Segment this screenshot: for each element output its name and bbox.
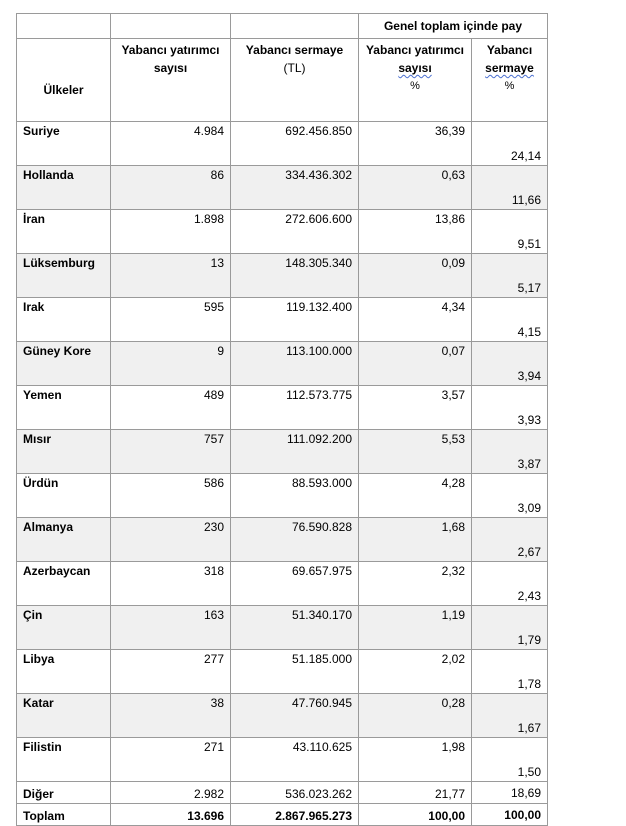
cell-investors: 489 <box>111 386 231 430</box>
cell-country: Güney Kore <box>17 342 111 386</box>
header-share-investors-line2: sayısı <box>398 61 432 75</box>
cell-share-investors: 0,28 <box>359 694 472 738</box>
cell-capital: 112.573.775 <box>231 386 359 430</box>
header-share-capital <box>472 39 548 122</box>
header-country: Ülkeler <box>17 39 111 122</box>
cell-investors: 13 <box>111 254 231 298</box>
cell-share-investors: 13,86 <box>359 210 472 254</box>
cell-share-investors: 5,53 <box>359 430 472 474</box>
cell-share-investors: 0,63 <box>359 166 472 210</box>
cell-share-capital: 11,66 <box>472 166 548 210</box>
cell-share-capital: 1,50 <box>472 738 548 782</box>
cell-investors: 2.982 <box>111 782 231 804</box>
cell-share-capital: 24,14 <box>472 122 548 166</box>
table-row <box>17 342 548 386</box>
cell-country: Mısır <box>17 430 111 474</box>
cell-share-investors: 2,32 <box>359 562 472 606</box>
header-row-group <box>17 14 548 39</box>
header-investor-count-line2: sayısı <box>153 61 188 75</box>
cell-country: Diğer <box>17 782 111 804</box>
header-investor-count <box>111 39 231 122</box>
header-share-investors <box>359 39 472 122</box>
cell-share-capital: 3,09 <box>472 474 548 518</box>
header-empty-cell <box>231 14 359 39</box>
header-share-capital-line2: sermaye <box>485 61 534 75</box>
cell-country: İran <box>17 210 111 254</box>
table-row-total <box>17 804 548 826</box>
cell-share-capital: 1,78 <box>472 650 548 694</box>
table-row <box>17 430 548 474</box>
cell-share-investors: 0,07 <box>359 342 472 386</box>
cell-investors: 163 <box>111 606 231 650</box>
cell-share-capital: 2,67 <box>472 518 548 562</box>
cell-investors: 4.984 <box>111 122 231 166</box>
cell-capital: 2.867.965.273 <box>231 804 359 826</box>
cell-investors: 595 <box>111 298 231 342</box>
table-body <box>17 122 548 782</box>
cell-country: Çin <box>17 606 111 650</box>
cell-country: Irak <box>17 298 111 342</box>
cell-share-investors: 21,77 <box>359 782 472 804</box>
cell-investors: 271 <box>111 738 231 782</box>
foreign-investors-table <box>16 13 548 826</box>
table-row <box>17 738 548 782</box>
cell-country: Almanya <box>17 518 111 562</box>
cell-investors: 277 <box>111 650 231 694</box>
header-investor-count-line1: Yabancı yatırımcı <box>121 43 220 57</box>
cell-country: Ürdün <box>17 474 111 518</box>
table-row-other <box>17 782 548 804</box>
cell-investors: 86 <box>111 166 231 210</box>
header-share-investors-unit: % <box>410 80 420 92</box>
table-row <box>17 122 548 166</box>
cell-share-capital: 9,51 <box>472 210 548 254</box>
header-share-investors-line1: Yabancı yatırımcı <box>365 43 465 57</box>
cell-share-capital: 1,79 <box>472 606 548 650</box>
header-group-share: Genel toplam içinde pay <box>359 14 548 39</box>
table-row <box>17 298 548 342</box>
cell-capital: 88.593.000 <box>231 474 359 518</box>
cell-investors: 318 <box>111 562 231 606</box>
table-row <box>17 210 548 254</box>
cell-capital: 272.606.600 <box>231 210 359 254</box>
cell-country: Lüksemburg <box>17 254 111 298</box>
cell-share-capital: 1,67 <box>472 694 548 738</box>
cell-share-capital: 18,69 <box>472 782 548 804</box>
header-share-capital-line1: Yabancı <box>486 43 533 57</box>
header-capital <box>231 39 359 122</box>
cell-share-investors: 0,09 <box>359 254 472 298</box>
cell-country: Azerbaycan <box>17 562 111 606</box>
table-row <box>17 518 548 562</box>
cell-country: Hollanda <box>17 166 111 210</box>
cell-share-capital: 3,93 <box>472 386 548 430</box>
cell-capital: 119.132.400 <box>231 298 359 342</box>
cell-country: Toplam <box>17 804 111 826</box>
cell-capital: 111.092.200 <box>231 430 359 474</box>
cell-share-capital: 5,17 <box>472 254 548 298</box>
table-row <box>17 694 548 738</box>
header-capital-line1: Yabancı sermaye <box>245 43 344 57</box>
cell-country: Libya <box>17 650 111 694</box>
cell-share-investors: 1,19 <box>359 606 472 650</box>
table-row <box>17 606 548 650</box>
cell-capital: 536.023.262 <box>231 782 359 804</box>
cell-investors: 9 <box>111 342 231 386</box>
cell-country: Katar <box>17 694 111 738</box>
cell-capital: 692.456.850 <box>231 122 359 166</box>
cell-capital: 43.110.625 <box>231 738 359 782</box>
cell-capital: 51.340.170 <box>231 606 359 650</box>
cell-capital: 76.590.828 <box>231 518 359 562</box>
cell-share-capital: 4,15 <box>472 298 548 342</box>
header-empty-cell <box>111 14 231 39</box>
cell-share-investors: 2,02 <box>359 650 472 694</box>
cell-capital: 51.185.000 <box>231 650 359 694</box>
cell-investors: 586 <box>111 474 231 518</box>
cell-share-investors: 100,00 <box>359 804 472 826</box>
cell-share-capital: 2,43 <box>472 562 548 606</box>
cell-share-investors: 1,68 <box>359 518 472 562</box>
cell-share-capital: 3,87 <box>472 430 548 474</box>
cell-investors: 230 <box>111 518 231 562</box>
cell-capital: 148.305.340 <box>231 254 359 298</box>
table-row <box>17 166 548 210</box>
cell-share-investors: 1,98 <box>359 738 472 782</box>
header-empty-cell <box>17 14 111 39</box>
cell-country: Filistin <box>17 738 111 782</box>
cell-country: Yemen <box>17 386 111 430</box>
table-row <box>17 562 548 606</box>
header-capital-line2: (TL) <box>283 61 306 75</box>
table-row <box>17 650 548 694</box>
cell-share-investors: 4,34 <box>359 298 472 342</box>
cell-share-investors: 3,57 <box>359 386 472 430</box>
cell-share-capital: 100,00 <box>472 804 548 826</box>
investor-table-container <box>16 13 548 826</box>
cell-investors: 757 <box>111 430 231 474</box>
cell-capital: 47.760.945 <box>231 694 359 738</box>
header-share-capital-unit: % <box>504 80 515 92</box>
cell-investors: 1.898 <box>111 210 231 254</box>
header-row-columns <box>17 39 548 122</box>
cell-share-capital: 3,94 <box>472 342 548 386</box>
cell-share-investors: 36,39 <box>359 122 472 166</box>
cell-share-investors: 4,28 <box>359 474 472 518</box>
cell-capital: 69.657.975 <box>231 562 359 606</box>
cell-capital: 334.436.302 <box>231 166 359 210</box>
table-row <box>17 254 548 298</box>
cell-investors: 13.696 <box>111 804 231 826</box>
cell-capital: 113.100.000 <box>231 342 359 386</box>
cell-investors: 38 <box>111 694 231 738</box>
table-row <box>17 474 548 518</box>
table-row <box>17 386 548 430</box>
cell-country: Suriye <box>17 122 111 166</box>
